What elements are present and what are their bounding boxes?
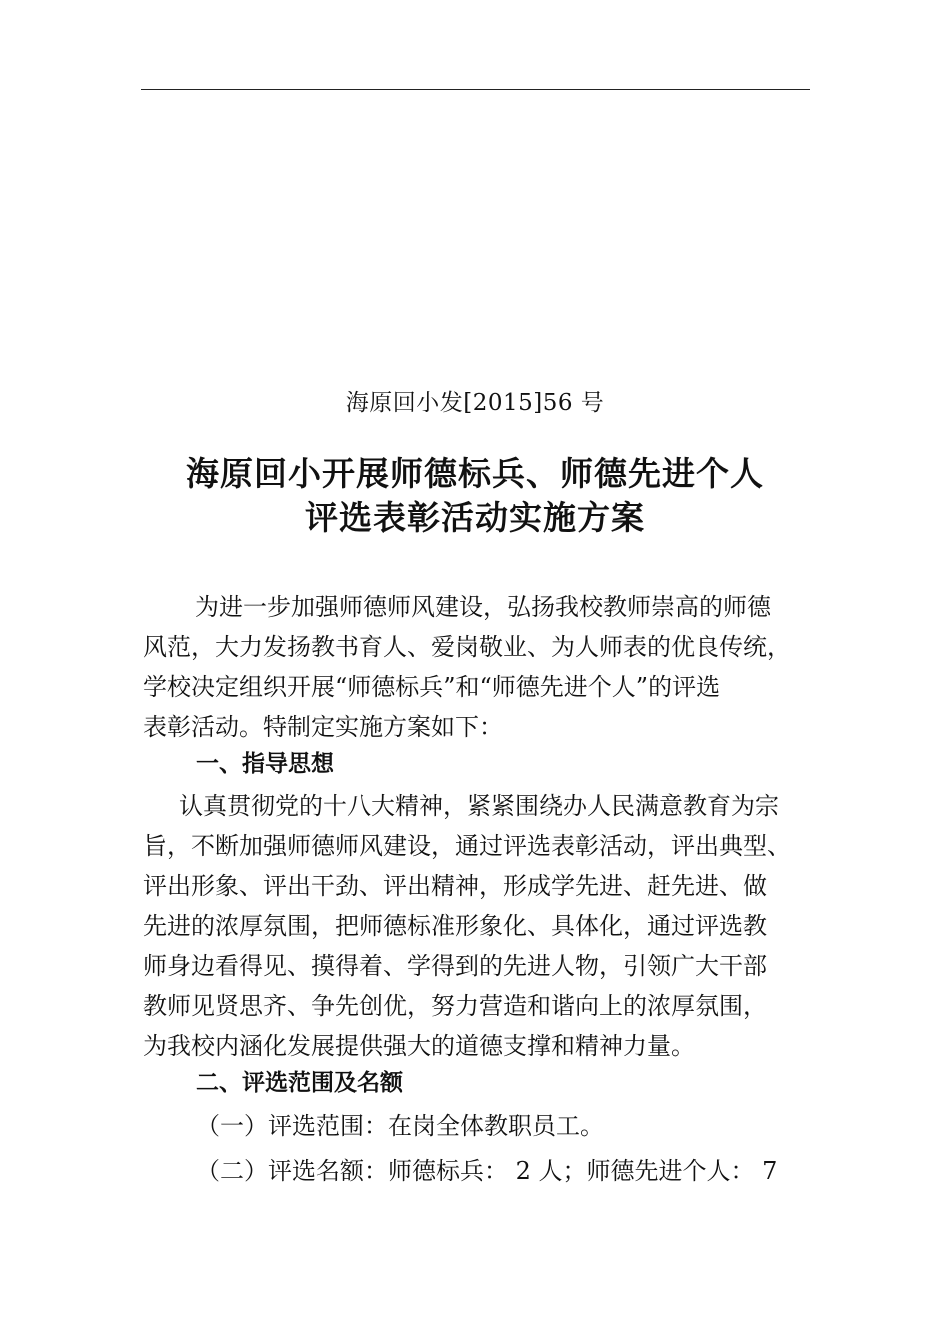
- intro-line: 为进一步加强师德师风建设，弘扬我校教师崇高的师德: [195, 593, 771, 621]
- intro-paragraph: [143, 587, 811, 747]
- title-line-2: 评选表彰活动实施方案: [305, 498, 645, 537]
- section-heading-scope-quota: 二、评选范围及名额: [196, 1070, 403, 1096]
- intro-line: 表彰活动。特制定实施方案如下：: [143, 713, 503, 741]
- section-heading-guiding-ideology: 一、指导思想: [196, 751, 334, 777]
- paragraph-line: 先进的浓厚氛围，把师德标准形象化、具体化，通过评选教: [143, 912, 767, 940]
- guiding-ideology-paragraph: [143, 786, 811, 1066]
- quota-item: （二）评选名额：师德标兵： 2 人；师德先进个人： 7: [196, 1157, 778, 1185]
- paragraph-line: 认真贯彻党的十八大精神，紧紧围绕办人民满意教育为宗: [179, 792, 779, 820]
- title-line-1: 海原回小开展师德标兵、师德先进个人: [186, 454, 764, 493]
- document-number: 海原回小发[2015]56 号: [345, 390, 605, 416]
- paragraph-line: 教师见贤思齐、争先创优，努力营造和谐向上的浓厚氛围，: [143, 992, 767, 1020]
- header-rule: [141, 89, 810, 90]
- paragraph-line: 评出形象、评出干劲、评出精神，形成学先进、赶先进、做: [143, 872, 767, 900]
- paragraph-line: 旨，不断加强师德师风建设，通过评选表彰活动，评出典型、: [143, 832, 791, 860]
- intro-line: 风范，大力发扬教书育人、爱岗敬业、为人师表的优良传统，: [143, 633, 791, 661]
- paragraph-line: 为我校内涵化发展提供强大的道德支撑和精神力量。: [143, 1032, 695, 1060]
- intro-line: 学校决定组织开展“师德标兵”和“师德先进个人”的评选: [143, 673, 721, 701]
- scope-item: （一）评选范围：在岗全体教职员工。: [196, 1112, 604, 1140]
- document-title: [0, 452, 950, 540]
- paragraph-line: 师身边看得见、摸得着、学得到的先进人物，引领广大干部: [143, 952, 767, 980]
